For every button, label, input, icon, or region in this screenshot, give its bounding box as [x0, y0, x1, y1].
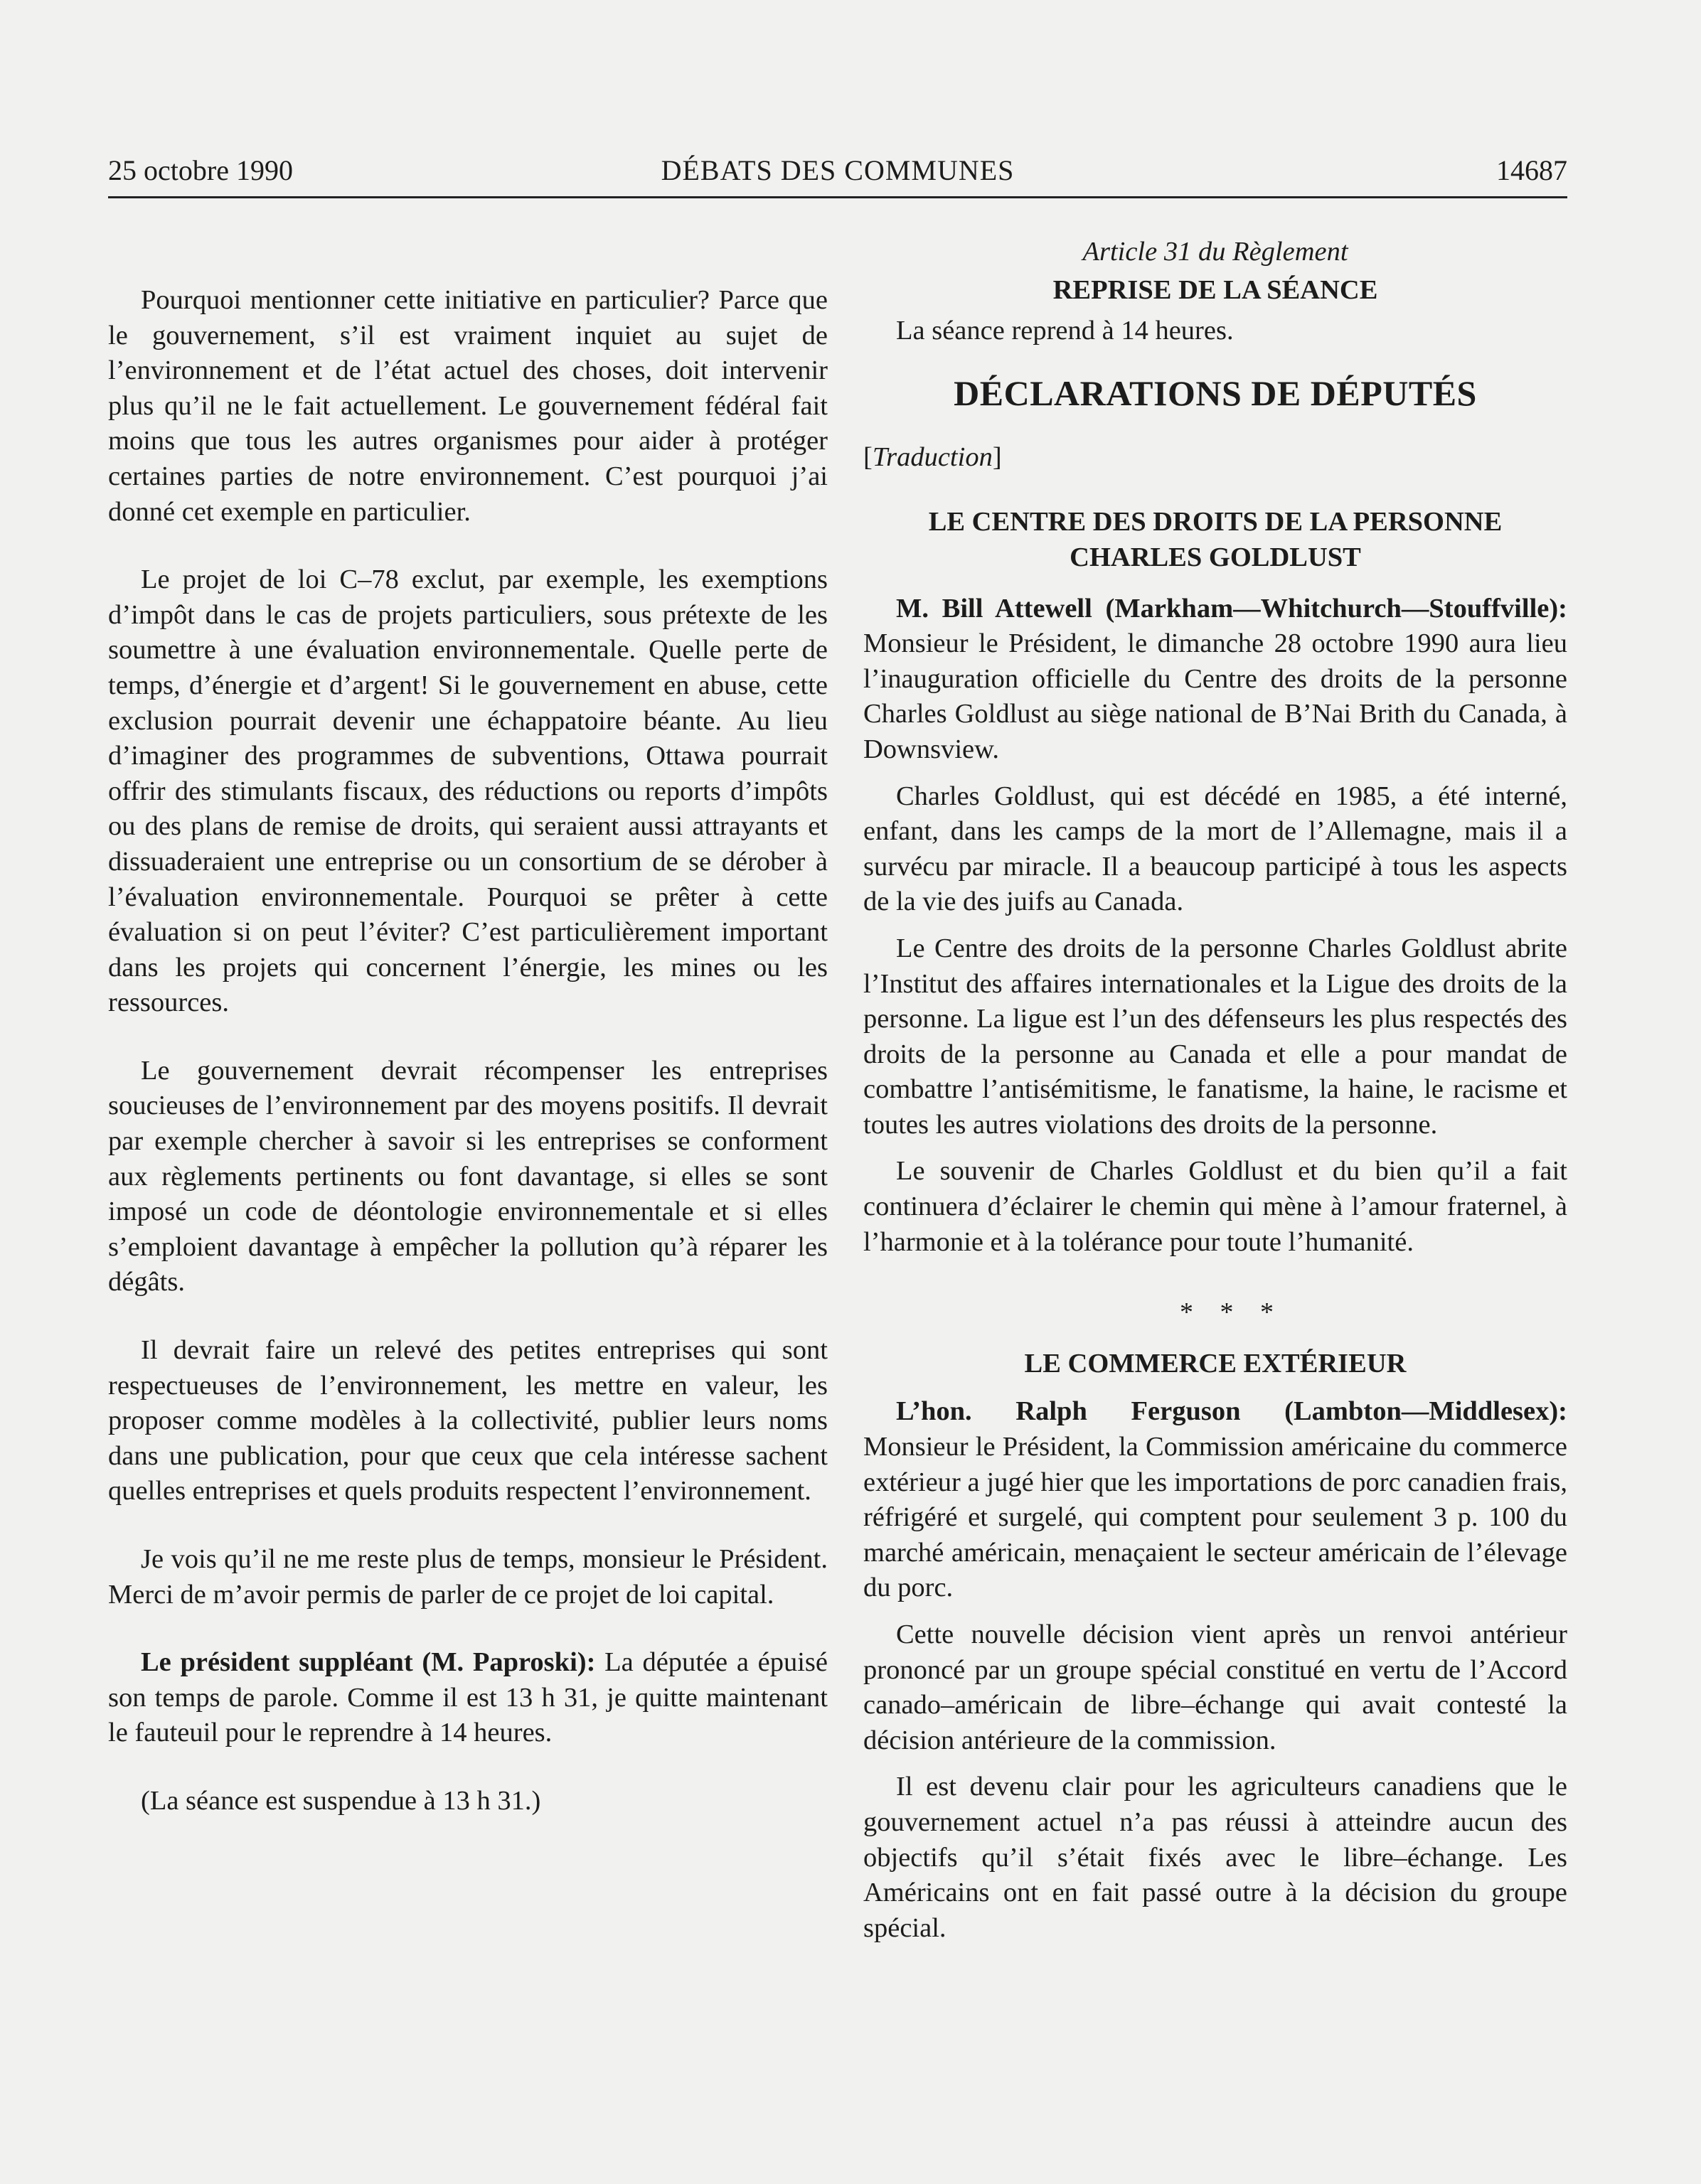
translation-note: [Traduction] [863, 441, 1002, 472]
paragraph: La séance reprend à 14 heures. [896, 316, 1234, 346]
speaker-name: L’hon. Ralph Ferguson (Lambton—Middlesex): [896, 1396, 1567, 1427]
section-separator: * * * [1180, 1297, 1284, 1328]
page-number: 14687 [1496, 154, 1567, 186]
paragraph: Le souvenir de Charles Goldlust et du bien qu’il a fait continuera d’éclairer le chemin qui mène à l’amour fraternel, à l’harmonie et à la tolérance pour toute l’humanité. [863, 1156, 1567, 1257]
header-date: 25 octobre 1990 [108, 154, 293, 186]
speaker-text: La députée a épuisé son temps de parole. Comme il est 13 h 31, je quitte maintenant le fauteuil pour le reprendre à 14 heures. [108, 1647, 828, 1748]
reprise-heading: REPRISE DE LA SÉANCE [1052, 274, 1378, 305]
commerce-heading: LE COMMERCE EXTÉRIEUR [1024, 1348, 1407, 1379]
header-title: DÉBATS DES COMMUNES [661, 154, 1015, 186]
centre-heading-line2: CHARLES GOLDLUST [1070, 542, 1361, 572]
article-reference: Article 31 du Règlement [1082, 237, 1348, 267]
page-header [108, 154, 1567, 198]
right-column [863, 235, 1567, 1946]
paragraph: Le gouvernement devrait récompenser les entreprises soucieuses de l’environnement par des moyens positifs. Il devrait par exemple chercher à savoir si les entreprises se conforment aux règlements pertinents ou font davantage, si elles se sont imposé un code de déontologie environnementale et si elles s’emploient davantage à empêcher la pollution qu’à réparer les dégâts. [108, 1055, 828, 1297]
speaker-text: Monsieur le Président, le dimanche 28 octobre 1990 aura lieu l’inauguration officielle du Centre des droits de la personne Charles Goldlust au siège national de B’Nai Brith du Canada, à Downsview. [863, 628, 1567, 764]
left-column [108, 235, 828, 1819]
paragraph: Cette nouvelle décision vient après un renvoi antérieur prononcé par un groupe spécial constitué en vertu de l’Accord canado–américain de libre–échange qui avait contesté la décision antérieure de la commission. [863, 1620, 1567, 1755]
paragraph: Le projet de loi C–78 exclut, par exemple, les exemptions d’impôt dans le cas de projets particuliers, sous prétexte de les soumettre à une évaluation environnementale. Quelle perte de temps, d’énergie et d’argent! Si le gouvernement en abuse, cette exclusion pourrait devenir une échappatoire béante. Au lieu d’imaginer des programmes de subventions, Ottawa pourrait offrir des stimulants fiscaux, des réductions ou reports d’impôts ou des plans de remise de droits, qui seraient aussi attrayants et dissuaderaient une entreprise ou un consortium de se dérober à l’évaluation environnementale. Pourquoi se prêter à cette évaluation si on peut l’éviter? C’est particulièrement important dans les projets qui concernent l’énergie, les mines ou les ressources. [108, 564, 828, 1018]
paragraph: Il devrait faire un relevé des petites entreprises qui sont respectueuses de l’environnement, les mettre en valeur, les proposer comme modèles à la collectivité, publier leurs noms dans une publication, pour que ceux que cela intéresse sachent quelles entreprises et quels produits respectent l’environnement. [108, 1335, 828, 1506]
speaker-name: M. Bill Attewell (Markham—Whitchurch—Stouffville): [896, 593, 1567, 623]
speaker-paragraph [108, 1645, 828, 1751]
paragraph: Le Centre des droits de la personne Charles Goldlust abrite l’Institut des affaires internationales et la Ligue des droits de la personne. La ligue est l’un des défenseurs les plus respectés des droits de la personne au Canada et elle a pour mandat de combattre l’antisémitisme, le fanatisme, la haine, le racisme et toutes les autres violations des droits de la personne. [863, 933, 1567, 1140]
paragraph: Pourquoi mentionner cette initiative en particulier? Parce que le gouvernement, s’il est vraiment inquiet au sujet de l’environnement et de l’état actuel des choses, doit intervenir plus qu’il ne le fait actuellement. Le gouvernement fédéral fait moins que tous les autres organismes pour aider à protéger certaines parties de notre environnement. C’est pourquoi j’ai donné cet exemple en particulier. [108, 285, 828, 527]
paragraph: Il est devenu clair pour les agriculteurs canadiens que le gouvernement actuel n’a pas réussi à atteindre aucun des objectifs qu’il s’était fixés avec le libre–échange. Les Américains ont en fait passé outre à la décision du groupe spécial. [863, 1772, 1567, 1943]
translation-label: Traduction [872, 441, 993, 472]
speaker-paragraph [863, 1394, 1567, 1606]
paragraph: Je vois qu’il ne me reste plus de temps, monsieur le Président. Merci de m’avoir permis de parler de ce projet de loi capital. [108, 1544, 828, 1610]
paragraph: Charles Goldlust, qui est décédé en 1985, a été interné, enfant, dans les camps de la mort de l’Allemagne, mais il a survécu par miracle. Il a beaucoup participé à tous les aspects de la vie des juifs au Canada. [863, 781, 1567, 917]
speaker-text: Monsieur le Président, la Commission américaine du commerce extérieur a jugé hier que les importations de porc canadien frais, réfrigéré et surgelé, qui comptent pour seulement 3 p. 100 du marché américain, menaçaient le secteur américain de l’élevage du porc. [863, 1432, 1567, 1603]
section-heading: DÉCLARATIONS DE DÉPUTÉS [954, 373, 1477, 413]
centre-heading-line1: LE CENTRE DES DROITS DE LA PERSONNE [928, 507, 1503, 537]
paragraph: (La séance est suspendue à 13 h 31.) [141, 1785, 541, 1816]
speaker-paragraph [863, 592, 1567, 768]
speaker-name: Le président suppléant (M. Paproski): [141, 1647, 596, 1678]
